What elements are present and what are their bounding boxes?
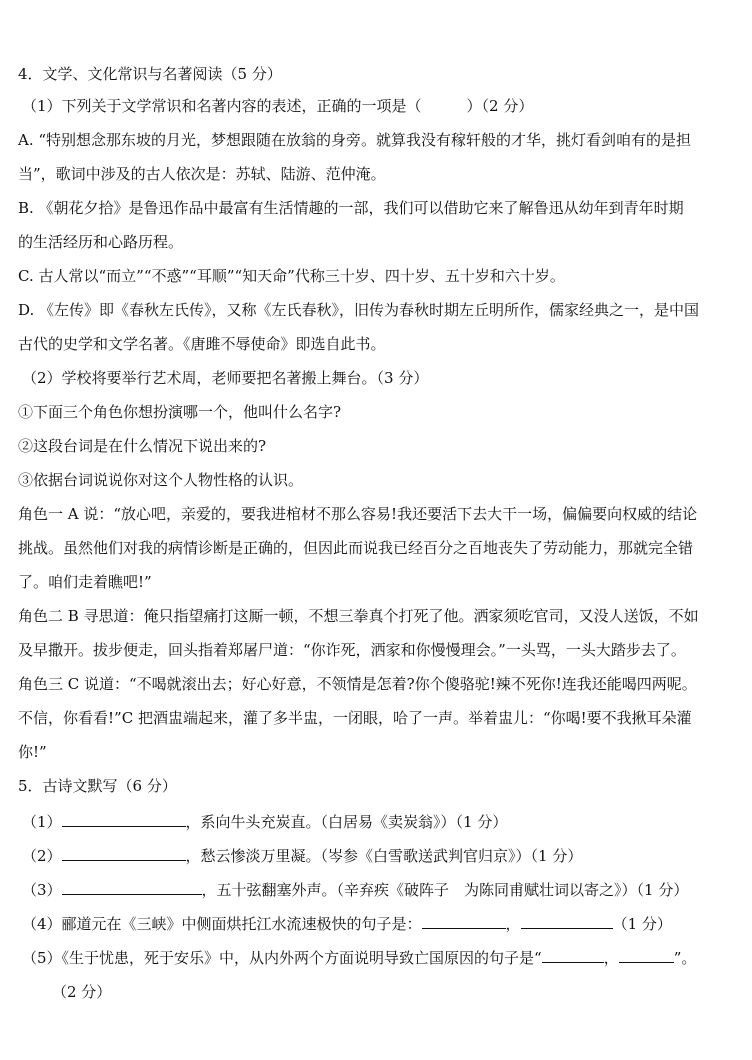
q4-option-a-line1: A. “特别想念那东坡的月光，梦想跟随在放翁的身旁。就算我没有稼轩般的才华，挑灯看剑咱有的是担 xyxy=(18,131,692,149)
q5-title: 5．古诗文默写（6 分） xyxy=(18,777,177,795)
q5-item-3-number: （3） xyxy=(22,881,62,899)
answer-blank[interactable] xyxy=(542,946,604,963)
q5-item-1-number: （1） xyxy=(22,813,62,831)
q5-item-4 xyxy=(22,912,728,934)
q4-ask-3: ③依据台词说说你对这个人物性格的认识。 xyxy=(18,471,304,489)
q5-item-5-score: （2 分） xyxy=(52,983,112,1001)
q5-item-3 xyxy=(22,878,728,900)
q4-ask-1: ①下面三个角色你想扮演哪一个，他叫什么名字? xyxy=(18,403,342,421)
q4-ask-2: ②这段台词是在什么情况下说出来的? xyxy=(18,437,267,455)
q5-item-2-number: （2） xyxy=(22,847,62,865)
q5-item-2 xyxy=(22,844,728,866)
q4-option-b-line2: 的生活经历和心路历程。 xyxy=(18,233,184,251)
q4-sub2: （2）学校将要举行艺术周，老师要把名著搬上舞台。（3 分） xyxy=(22,369,429,387)
answer-blank[interactable] xyxy=(619,946,674,963)
answer-blank[interactable] xyxy=(62,810,186,827)
q5-item-4-separator: ， xyxy=(505,915,521,933)
answer-blank[interactable] xyxy=(62,878,202,895)
role-a-line1: 角色一 A 说：“放心吧，亲爱的，要我进棺材不那么容易!我还要活下去大干一场，偏偏要向权威的结论 xyxy=(18,505,698,523)
q5-item-5-separator: ， xyxy=(603,949,619,967)
q4-option-b-line1: B. 《朝花夕拾》是鲁迅作品中最富有生活情趣的一部，我们可以借助它来了解鲁迅从幼年到青年时期 xyxy=(18,199,684,217)
q5-item-5-text: （5）《生于忧患，死于安乐》中，从内外两个方面说明导致亡国原因的句子是“ xyxy=(22,949,542,967)
q4-option-d-line2: 古代的史学和文学名著。《唐雎不辱使命》即选自此书。 xyxy=(18,335,386,353)
q4-sub1: （1）下列关于文学常识和名著内容的表述，正确的一项是（ ）（2 分） xyxy=(22,97,534,115)
q4-option-c: C. 古人常以“而立”“不惑”“耳顺”“知天命”代称三十岁、四十岁、五十岁和六十岁。 xyxy=(18,267,565,285)
role-c-line2: 不信，你看看!”C 把酒盅端起来，灌了多半盅，一闭眼，哈了一声。举着盅儿：“你喝!要不我揪耳朵灌 xyxy=(18,709,692,727)
answer-blank[interactable] xyxy=(62,844,186,861)
answer-blank[interactable] xyxy=(521,912,613,929)
q5-item-5-end: ”。 xyxy=(673,949,697,967)
q5-item-1 xyxy=(22,810,728,832)
role-b-line2: 及早撒开。拔步便走，回头指着郑屠尸道：“你诈死，洒家和你慢慢理会。”一头骂，一头大踏步去了。 xyxy=(18,641,686,659)
role-c-line1: 角色三 C 说道：“不喝就滚出去；好心好意，不领情是怎着?你个傻骆驼!辣不死你!连我还能喝四两呢。 xyxy=(18,675,697,693)
role-a-line3: 了。咱们走着瞧吧!” xyxy=(18,573,152,591)
role-c-line3: 你!” xyxy=(18,743,47,761)
q4-option-d-line1: D. 《左传》即《春秋左氏传》，又称《左氏春秋》，旧传为春秋时期左丘明所作，儒家经典之一，是中国 xyxy=(18,301,700,319)
q4-title: 4．文学、文化常识与名著阅读（5 分） xyxy=(18,65,282,83)
q5-item-4-score: （1 分） xyxy=(612,915,672,933)
answer-blank[interactable] xyxy=(422,912,506,929)
q5-item-2-text: ，愁云惨淡万里凝。（岑参《白雪歌送武判官归京》）（1 分） xyxy=(185,847,583,865)
role-a-line2: 挑战。虽然他们对我的病情诊断是正确的，但因此而说我已经百分之百地丧失了劳动能力，那就完全错 xyxy=(18,539,694,557)
q5-item-5 xyxy=(22,946,728,968)
q4-option-a-line2: 当”，歌词中涉及的古人依次是：苏轼、陆游、范仲淹。 xyxy=(18,165,386,183)
q5-item-3-text: ，五十弦翻塞外声。（辛弃疾《破阵子 为陈同甫赋壮词以寄之》）（1 分） xyxy=(201,881,689,899)
role-b-line1: 角色二 B 寻思道：俺只指望痛打这厮一顿，不想三拳真个打死了他。洒家须吃官司，又没人送饭，不如 xyxy=(18,607,699,625)
q5-item-1-text: ，系向牛头充炭直。（白居易《卖炭翁》）（1 分） xyxy=(185,813,508,831)
q5-item-4-text: （4）郦道元在《三峡》中侧面烘托江水流速极快的句子是： xyxy=(22,915,422,933)
